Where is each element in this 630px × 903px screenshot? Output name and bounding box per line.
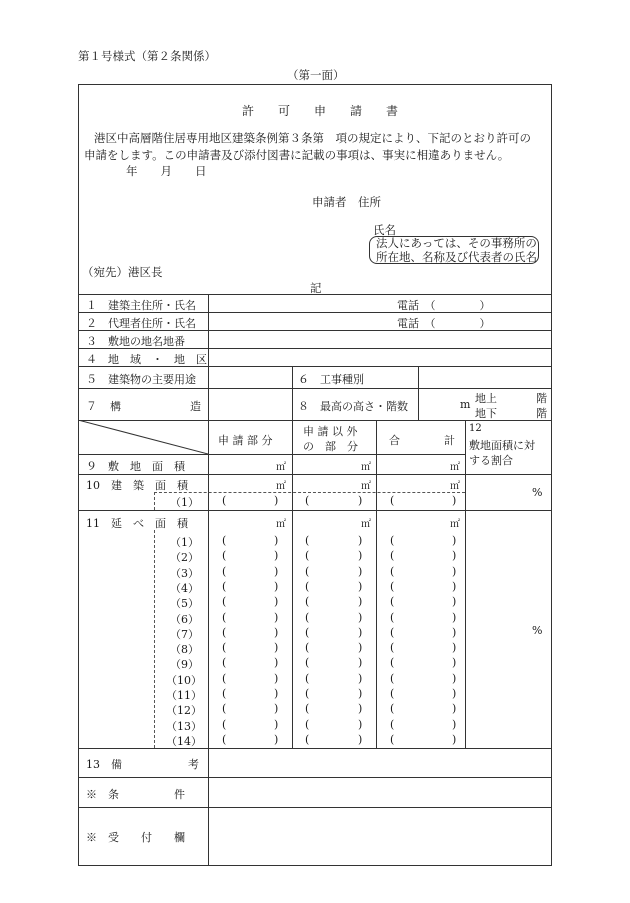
row10-unit-3: ㎡ [450, 481, 460, 492]
floor-area-paren-close: ) [358, 687, 363, 700]
floor-area-paren-close: ) [274, 672, 279, 685]
floor-area-paren-open: ( [390, 656, 395, 669]
floor-area-paren-open: ( [390, 672, 395, 685]
row2-label: ２ 代理者住所・氏名 [86, 317, 196, 330]
floor-area-paren-close: ) [274, 565, 279, 578]
floor-area-paren-open: ( [222, 702, 227, 715]
floor-area-paren-open: ( [305, 611, 310, 624]
floor-area-paren-open: ( [390, 687, 395, 700]
intro-line-1: 港区中高層階住居専用地区建築条例第３条第 項の規定により、下記のとおり許可の [94, 131, 531, 145]
row11-percent: % [532, 624, 543, 637]
floor-area-sub-label: （13） [166, 720, 202, 733]
col-other-header-1: 申 請 以 外 [303, 425, 358, 438]
row10-label: 10 建 築 面 積 [86, 479, 188, 492]
floor-area-paren-close: ) [274, 534, 279, 547]
floor-area-sub-label: （5） [170, 597, 199, 610]
form-number: 第１号様式（第２条関係） [78, 49, 216, 63]
row8-floor-above: 階 [536, 392, 547, 405]
row10-unit-1: ㎡ [276, 481, 286, 492]
addressee: （宛先）港区長 [82, 265, 163, 279]
floor-area-paren-open: ( [222, 733, 227, 746]
floor-area-paren-close: ) [274, 626, 279, 639]
floor-area-paren-close: ) [452, 580, 457, 593]
reception-label: ※ 受 付 欄 [86, 831, 185, 844]
page-label: （第一面） [287, 68, 345, 82]
floor-area-sub-label: （14） [166, 735, 202, 748]
floor-area-paren-close: ) [274, 718, 279, 731]
floor-area-paren-open: ( [390, 611, 395, 624]
application-date: 年 月 日 [126, 164, 207, 178]
floor-area-paren-close: ) [452, 611, 457, 624]
floor-area-paren-close: ) [358, 549, 363, 562]
floor-area-paren-open: ( [222, 718, 227, 731]
floor-area-paren-open: ( [305, 580, 310, 593]
floor-area-paren-close: ) [358, 656, 363, 669]
floor-area-paren-open: ( [390, 565, 395, 578]
floor-area-paren-close: ) [274, 687, 279, 700]
floor-area-paren-open: ( [390, 595, 395, 608]
applicant-name-label: 氏名 [373, 223, 396, 237]
diagonal-header-cell [78, 420, 208, 454]
floor-area-paren-close: ) [452, 702, 457, 715]
row9-label: ９ 敷 地 面 積 [86, 460, 185, 473]
floor-area-paren-close: ) [358, 595, 363, 608]
row10-paren-close-2: ) [358, 494, 363, 507]
row10-paren-open-1: ( [222, 494, 227, 507]
floor-area-sub-label: （8） [170, 643, 199, 656]
row7-label-b: 造 [190, 400, 201, 413]
floor-area-paren-open: ( [390, 580, 395, 593]
row7-num: ７ [86, 400, 97, 413]
condition-label: ※ 条 件 [86, 788, 185, 801]
floor-area-paren-close: ) [274, 580, 279, 593]
row6-label: ６ 工事種別 [298, 373, 364, 386]
floor-area-paren-close: ) [358, 733, 363, 746]
floor-area-paren-close: ) [452, 733, 457, 746]
floor-area-paren-open: ( [305, 733, 310, 746]
floor-area-paren-open: ( [222, 565, 227, 578]
row1-label: １ 建築主住所・氏名 [86, 299, 196, 312]
col-ratio-header-2: する割合 [469, 454, 513, 467]
row5-label: ５ 建築物の主要用途 [86, 373, 196, 386]
row2-phone: 電話 （ ） [397, 317, 491, 330]
floor-area-sub-label: （9） [170, 658, 199, 671]
floor-area-paren-close: ) [452, 687, 457, 700]
row11-label: 11 延 べ 面 積 [86, 517, 188, 530]
floor-area-paren-open: ( [390, 626, 395, 639]
col-other-header-2: の 部 分 [303, 440, 358, 453]
floor-area-paren-open: ( [305, 687, 310, 700]
floor-area-paren-open: ( [305, 565, 310, 578]
floor-area-sub-label: （2） [170, 551, 199, 564]
row8-below: 地下 [475, 407, 497, 420]
floor-area-paren-close: ) [274, 656, 279, 669]
row9-unit-1: ㎡ [276, 462, 286, 473]
floor-area-paren-open: ( [390, 718, 395, 731]
row9-unit-2: ㎡ [361, 462, 371, 473]
floor-area-paren-open: ( [305, 549, 310, 562]
floor-area-paren-open: ( [222, 534, 227, 547]
floor-area-paren-open: ( [222, 641, 227, 654]
floor-area-paren-close: ) [452, 641, 457, 654]
floor-area-paren-close: ) [452, 565, 457, 578]
floor-area-paren-close: ) [358, 626, 363, 639]
floor-area-paren-close: ) [358, 718, 363, 731]
floor-area-sub-label: （10） [166, 674, 202, 687]
row8-unit-m: m [460, 398, 471, 411]
floor-area-sub-label: （4） [170, 582, 199, 595]
row11-unit-1: ㎡ [276, 519, 286, 530]
form-title: 許 可 申 請 書 [242, 104, 399, 118]
floor-area-paren-close: ) [452, 718, 457, 731]
floor-area-paren-close: ) [274, 702, 279, 715]
floor-area-paren-close: ) [358, 565, 363, 578]
floor-area-paren-close: ) [452, 595, 457, 608]
floor-area-sub-label: （12） [166, 704, 202, 717]
floor-area-paren-open: ( [390, 702, 395, 715]
col-total-header: 合 計 [389, 434, 455, 447]
floor-area-paren-open: ( [222, 580, 227, 593]
applicant-address-label: 申請者 住所 [312, 195, 381, 209]
floor-area-paren-open: ( [305, 702, 310, 715]
floor-area-paren-open: ( [222, 549, 227, 562]
floor-area-paren-open: ( [305, 534, 310, 547]
floor-area-paren-open: ( [390, 534, 395, 547]
floor-area-paren-open: ( [305, 718, 310, 731]
row13-label: 13 備 考 [86, 758, 199, 771]
row11-unit-2: ㎡ [361, 519, 371, 530]
row8-label: ８ 最高の高さ・階数 [298, 400, 408, 413]
floor-area-paren-open: ( [305, 626, 310, 639]
floor-area-paren-open: ( [390, 549, 395, 562]
row8-floor-below: 階 [536, 407, 547, 420]
floor-area-paren-close: ) [358, 580, 363, 593]
floor-area-paren-open: ( [305, 641, 310, 654]
floor-area-paren-close: ) [274, 733, 279, 746]
floor-area-paren-open: ( [222, 656, 227, 669]
row10-paren-close-3: ) [452, 494, 457, 507]
row11-unit-3: ㎡ [450, 519, 460, 530]
col-ratio-header-1: 敷地面積に対 [469, 439, 535, 452]
row10-unit-2: ㎡ [361, 481, 371, 492]
row8-above: 地上 [475, 392, 497, 405]
floor-area-paren-open: ( [390, 733, 395, 746]
row10-paren-open-3: ( [390, 494, 395, 507]
floor-area-paren-close: ) [274, 641, 279, 654]
floor-area-paren-close: ) [274, 549, 279, 562]
row7-label-a: 構 [110, 400, 121, 413]
floor-area-paren-open: ( [222, 626, 227, 639]
row1-phone: 電話 （ ） [397, 299, 491, 312]
intro-line-2: 申請をします。この申請書及び添付図書に記載の事項は、事実に相違ありません。 [84, 148, 510, 162]
floor-area-paren-open: ( [305, 595, 310, 608]
row10-paren-open-2: ( [305, 494, 310, 507]
floor-area-paren-close: ) [358, 611, 363, 624]
floor-area-paren-close: ) [452, 534, 457, 547]
floor-area-paren-close: ) [358, 534, 363, 547]
floor-area-sub-label: （3） [170, 567, 199, 580]
ki-label: 記 [310, 281, 322, 295]
floor-area-sub-label: （6） [170, 613, 199, 626]
row10-sub-label: （1） [170, 496, 199, 509]
floor-area-paren-open: ( [222, 611, 227, 624]
floor-area-paren-open: ( [305, 656, 310, 669]
floor-area-sub-label: （7） [170, 628, 199, 641]
floor-area-paren-close: ) [358, 702, 363, 715]
row10-percent: % [532, 486, 543, 499]
floor-area-paren-close: ) [358, 641, 363, 654]
floor-area-paren-open: ( [305, 672, 310, 685]
corp-note-line-2: 所在地、名称及び代表者の氏名 [376, 250, 537, 264]
floor-area-sub-label: （1） [170, 536, 199, 549]
col-applied-header: 申 請 部 分 [218, 434, 273, 447]
row3-label: ３ 敷地の地名地番 [86, 335, 185, 348]
row10-paren-close-1: ) [274, 494, 279, 507]
corp-note-line-1: 法人にあっては、その事務所の [376, 236, 537, 250]
row9-unit-3: ㎡ [450, 462, 460, 473]
floor-area-paren-close: ) [358, 672, 363, 685]
col-ratio-header-num: 12 [469, 423, 482, 434]
floor-area-sub-label: （11） [166, 689, 202, 702]
floor-area-paren-close: ) [452, 549, 457, 562]
row4-label: ４ 地 域 ・ 地 区 [86, 353, 207, 366]
floor-area-paren-close: ) [452, 656, 457, 669]
floor-area-paren-close: ) [452, 626, 457, 639]
floor-area-paren-open: ( [222, 672, 227, 685]
floor-area-paren-open: ( [390, 641, 395, 654]
floor-area-paren-open: ( [222, 687, 227, 700]
floor-area-paren-close: ) [452, 672, 457, 685]
floor-area-paren-close: ) [274, 595, 279, 608]
floor-area-paren-open: ( [222, 595, 227, 608]
floor-area-paren-close: ) [274, 611, 279, 624]
